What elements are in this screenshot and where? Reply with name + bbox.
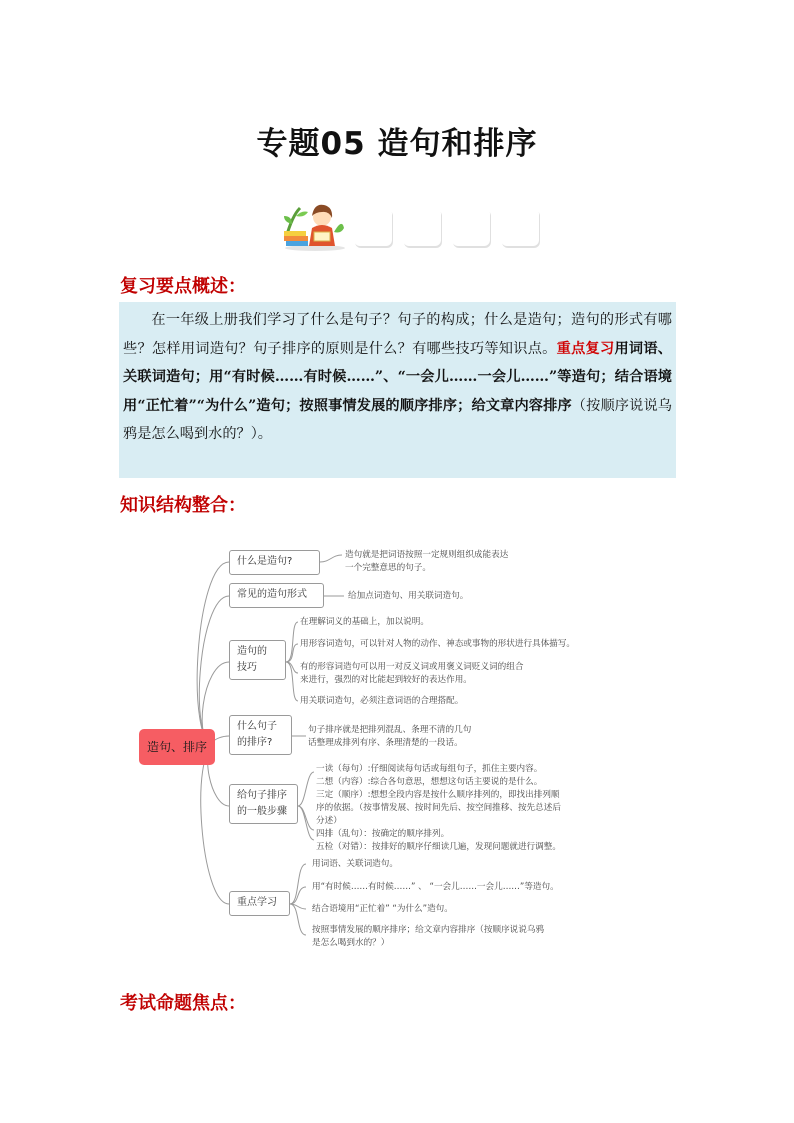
section-heading-exam-focus: 考试命题焦点： [120,993,246,1014]
branch-what-is-sentence-making: 什么是造句? [229,550,320,575]
leaf-skill-1: 在理解词义的基础上，加以说明。 [300,617,429,627]
review-summary-paragraph [123,306,672,449]
leaf-step-4: 四排（乱句）：按确定的顺序排列。 [316,829,450,839]
branch-what-is-ordering-line-2: 的排序? [237,737,273,748]
branch-key-learning: 重点学习 [229,891,290,916]
page-title: 专题05 造句和排序 [256,126,538,162]
mind-map [0,540,794,960]
leaf-step-3-line-2: 序的依据。（按事情发展、按时间先后、按空间推移、按先总述后 [316,803,561,813]
banner-tile-gai: 概 [452,208,490,246]
mind-map-root: 造句、排序 [139,729,215,765]
summary-text-example: （按顺序说说乌鸦是怎么喝到水的？）。 [123,397,672,442]
branch-ordering-steps [229,784,298,824]
banner-tile-xi: 习 [403,208,441,246]
leaf-key-1: 用词语、关联词造句。 [312,859,398,869]
banner-tile-shu: 述 [501,208,539,246]
leaf-key-4-line-1: 按照事情发展的顺序排序；给文章内容排序（按顺序说说乌鸦 [312,925,545,935]
leaf-key-2: 用“有时候……有时候……” 、 “一会儿……一会儿……”等造句。 [312,882,559,892]
branch-what-is-ordering [229,715,292,755]
summary-text-key-points: 用词语、关联词造句；用“有时候……有时候……”、“一会儿……一会儿……”等造句；结合语境用“正忙着”“为什么”造句；按照事情发展的顺序排序；给文章内容排序 [123,340,672,414]
branch-sentence-skills-line-2: 技巧 [237,662,257,673]
summary-text-intro: 在一年级上册我们学习了什么是句子？句子的构成；什么是造句；造句的形式有哪些？怎样用词造句？句子排序的原则是什么？有哪些技巧等知识点。 [123,312,672,357]
leaf-skill-3-line-1: 有的形容词造句可以用一对反义词或用褒义词贬义词的组合 [300,662,524,672]
section-heading-review-points: 复习要点概述： [120,276,246,297]
leaf-skill-3-line-2: 来进行，强烈的对比能起到较好的表达作用。 [300,675,472,685]
mind-map-connectors [0,540,794,960]
branch-ordering-steps-line-2: 的一般步骤 [237,806,287,817]
summary-key-review-label: 重点复习 [556,340,615,357]
branch-ordering-steps-line-1: 给句子排序 [237,790,287,801]
banner-tile-fu: 复 [354,208,392,246]
leaf-common-forms: 给加点词造句、用关联词造句。 [348,591,469,601]
review-summary-box [119,302,676,478]
leaf-step-5: 五检（对错）：按排好的顺序仔细读几遍，发现问题就进行调整。 [316,842,561,852]
leaf-step-2: 二想（内容）:综合各句意思，想想这句话主要说的是什么。 [316,777,543,787]
branch-what-is-ordering-line-1: 什么句子 [237,721,277,732]
leaf-definition-line-1: 造句就是把词语按照一定规则组织成能表达 [345,550,509,560]
leaf-ordering-def-1: 句子排序就是把排列混乱、条理不清的几句 [308,725,472,735]
leaf-definition-line-2: 一个完整意思的句子。 [345,563,431,573]
branch-common-forms: 常见的造句形式 [229,583,324,608]
leaf-step-1: 一读（每句）:仔细阅读每句话或每组句子，抓住主要内容。 [316,764,543,774]
branch-sentence-skills-line-1: 造句的 [237,646,267,657]
branch-sentence-skills [229,640,286,680]
leaf-key-3: 结合语境用“正忙着” “为什么”造句。 [312,904,453,914]
leaf-skill-2: 用形容词造句，可以针对人物的动作、神态或事物的形状进行具体描写。 [300,639,576,649]
leaf-step-3-line-3: 分述） [316,816,342,826]
leaf-key-4-line-2: 是怎么喝到水的？） [312,938,390,948]
leaf-skill-4: 用关联词造句，必须注意词语的合理搭配。 [300,696,464,706]
girl-reading-icon [282,202,348,252]
leaf-ordering-def-2: 话整理成排列有序、条理清楚的一段话。 [308,738,463,748]
leaf-step-3-line-1: 三定（顺序）:想想全段内容是按什么顺序排列的，即找出排列顺 [316,790,560,800]
review-overview-banner [282,202,542,252]
section-heading-knowledge-structure: 知识结构整合： [120,495,246,516]
